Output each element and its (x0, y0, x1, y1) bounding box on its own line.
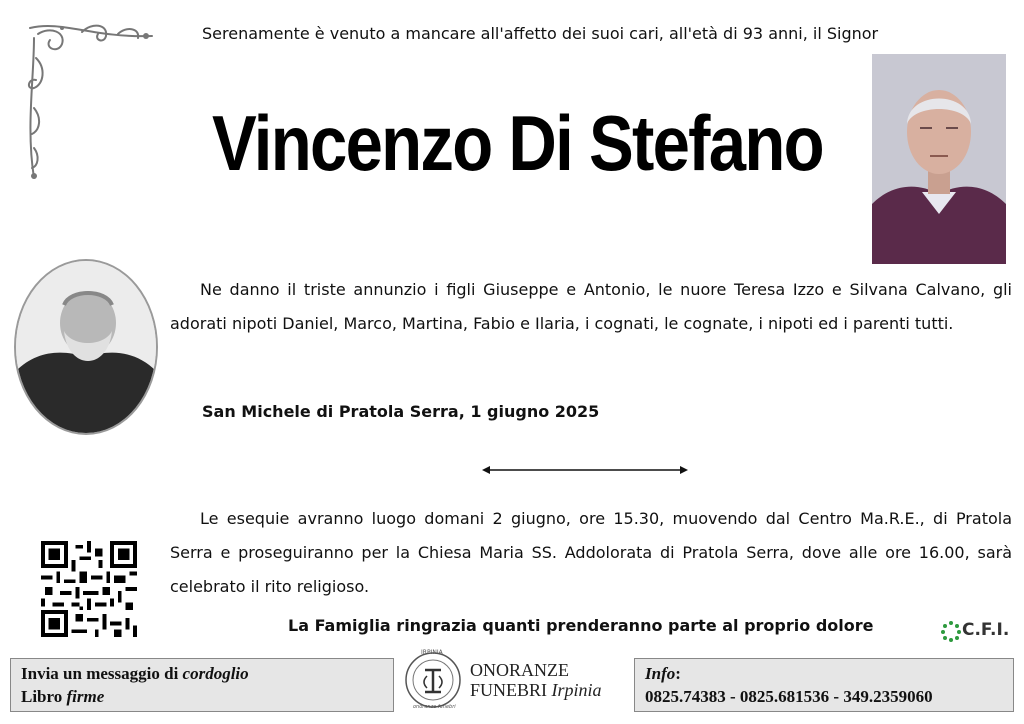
saint-portrait (14, 259, 158, 435)
guestbook-prefix: Libro (21, 687, 67, 706)
info-colon: : (675, 664, 681, 683)
info-phones[interactable]: 0825.74383 - 0825.681536 - 349.2359060 (645, 687, 933, 706)
condolence-link[interactable] (21, 664, 249, 684)
deceased-photo (872, 54, 1006, 264)
double-arrow-divider-icon (480, 463, 690, 477)
info-box (634, 658, 1014, 712)
agency-line2-prefix: FUNEBRI (470, 680, 552, 700)
qr-code-icon[interactable] (40, 541, 138, 637)
corner-ornament-icon (22, 18, 158, 184)
condolence-word: cordoglio (182, 664, 249, 683)
cfi-logo (940, 618, 1016, 650)
agency-line2 (470, 680, 602, 700)
funeral-text: Le esequie avranno luogo domani 2 giugno, ore 15.30, muovendo dal Centro Ma.R.E., di Pratola Serra e proseguiranno per la Chiesa Maria SS. Addolorata di Pratola Serra, dove alle ore 16.00, sarà celebrato il rito religioso. (170, 509, 1012, 596)
condolence-prefix: Invia un messaggio di (21, 664, 183, 683)
agency-line2-em: Irpinia (551, 680, 602, 700)
cfi-badge: C.F.I. (962, 620, 1010, 640)
deceased-name: Vincenzo Di Stefano (212, 99, 823, 187)
announcement-text: Ne danno il triste annunzio i figli Giuseppe e Antonio, le nuore Teresa Izzo e Silvana Calvano, gli adorati nipoti Daniel, Marco, Martina, Fabio e Ilaria, i cognati, le cognate, i nipoti ed i parenti tutti. (170, 280, 1012, 333)
agency-logo-icon (403, 648, 463, 712)
cfi-logo-icon (940, 620, 962, 642)
intro-text: Serenamente è venuto a mancare all'affetto dei suoi cari, all'età di 93 anni, il Signor (202, 24, 879, 43)
guestbook-link[interactable] (21, 687, 104, 707)
logo-bottom-text: onoranze funebri (413, 704, 456, 710)
info-heading (645, 664, 681, 684)
agency-logo (403, 648, 463, 712)
thanks-text: La Famiglia ringrazia quanti prenderanno parte al proprio dolore (288, 616, 874, 635)
condolence-box[interactable] (10, 658, 394, 712)
info-label: Info (645, 664, 676, 683)
logo-top-text: IRPINIA (421, 649, 443, 656)
agency-name (470, 660, 602, 700)
guestbook-word: firme (66, 687, 105, 706)
agency-line1: ONORANZE (470, 660, 569, 680)
place-date: San Michele di Pratola Serra, 1 giugno 2025 (202, 402, 600, 421)
